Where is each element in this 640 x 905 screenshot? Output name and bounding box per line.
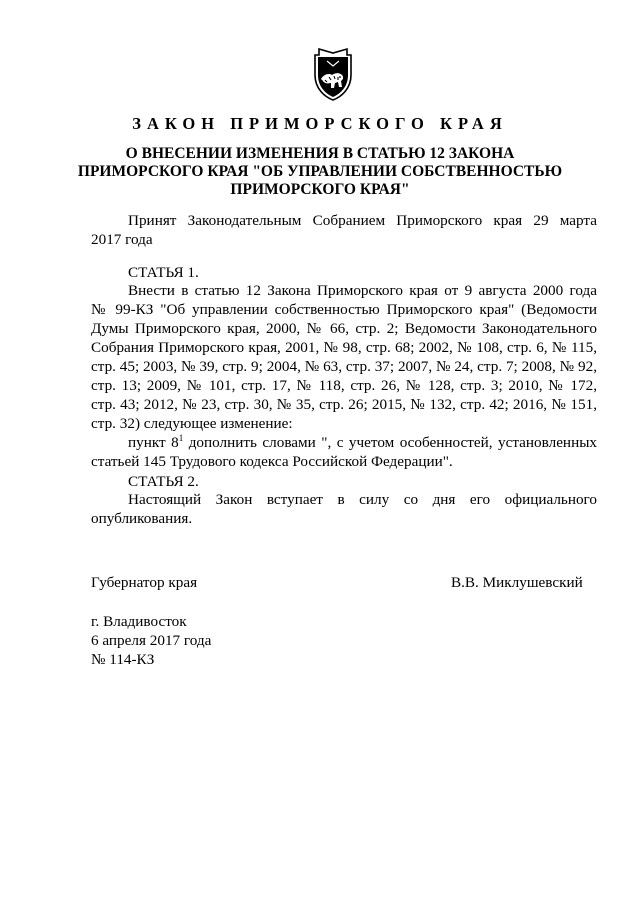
subject-line: ПРИМОРСКОГО КРАЯ" bbox=[230, 181, 410, 198]
article-1-line: стр. 32) следующее изменение: bbox=[91, 415, 293, 432]
subject-line: О ВНЕСЕНИИ ИЗМЕНЕНИЯ В СТАТЬЮ 12 ЗАКОНА bbox=[125, 145, 515, 162]
law-subject bbox=[0, 145, 640, 199]
law-title: ЗАКОН ПРИМОРСКОГО КРАЯ bbox=[132, 114, 508, 133]
article-2-line: Настоящий Закон вступает в силу со дня его официального bbox=[128, 491, 597, 508]
signing-city: г. Владивосток bbox=[91, 613, 187, 630]
article-1-line: стр. 13; 2009, № 101, стр. 17, № 118, стр. 26, № 128, стр. 3; 2010, № 172, bbox=[91, 377, 597, 394]
adoption-line: Принят Законодательным Собранием Приморского края 29 марта bbox=[128, 212, 597, 229]
article-1-line: Думы Приморского края, 2000, № 66, стр. 2; Ведомости Законодательного bbox=[91, 320, 597, 337]
amendment-line bbox=[91, 433, 597, 452]
signing-details bbox=[91, 612, 211, 669]
article-1-line: № 99-КЗ "Об управлении собственностью Приморского края" (Ведомости bbox=[91, 301, 597, 318]
article-1-heading: СТАТЬЯ 1. bbox=[128, 264, 199, 281]
amendment-prefix: пункт 8 bbox=[128, 434, 179, 451]
amendment-text: дополнить словами ", с учетом особенностей, установленных bbox=[183, 434, 597, 451]
article-2-heading: СТАТЬЯ 2. bbox=[128, 473, 199, 490]
signatory-name: В.В. Миклушевский bbox=[451, 574, 583, 591]
signatory-position: Губернатор края bbox=[91, 574, 198, 591]
amendment-line: статьей 145 Трудового кодекса Российской Федерации". bbox=[91, 453, 453, 470]
adoption-note bbox=[91, 211, 597, 249]
law-number: № 114-КЗ bbox=[91, 651, 155, 668]
article-1-body bbox=[91, 281, 597, 471]
article-2-line: опубликования. bbox=[91, 510, 193, 527]
adoption-line: 2017 года bbox=[91, 231, 153, 248]
coat-of-arms-icon bbox=[311, 47, 355, 101]
amendment-superscript: 1 bbox=[178, 433, 184, 443]
article-2-body bbox=[91, 490, 597, 528]
article-1-line: Собрания Приморского края, 2001, № 98, стр. 68; 2002, № 108, стр. 6, № 115, bbox=[91, 339, 597, 356]
article-1-line: стр. 43; 2012, № 23, стр. 30, № 35, стр. 26; 2015, № 132, стр. 42; 2016, № 151, bbox=[91, 396, 597, 413]
subject-line: ПРИМОРСКОГО КРАЯ "ОБ УПРАВЛЕНИИ СОБСТВЕННОСТЬЮ bbox=[77, 163, 563, 180]
signing-date: 6 апреля 2017 года bbox=[91, 632, 212, 649]
article-1-line: Внести в статью 12 Закона Приморского края от 9 августа 2000 года bbox=[128, 282, 597, 299]
article-1-line: стр. 45; 2003, № 39, стр. 9; 2004, № 63, стр. 37; 2007, № 24, стр. 7; 2008, № 92, bbox=[91, 358, 597, 375]
